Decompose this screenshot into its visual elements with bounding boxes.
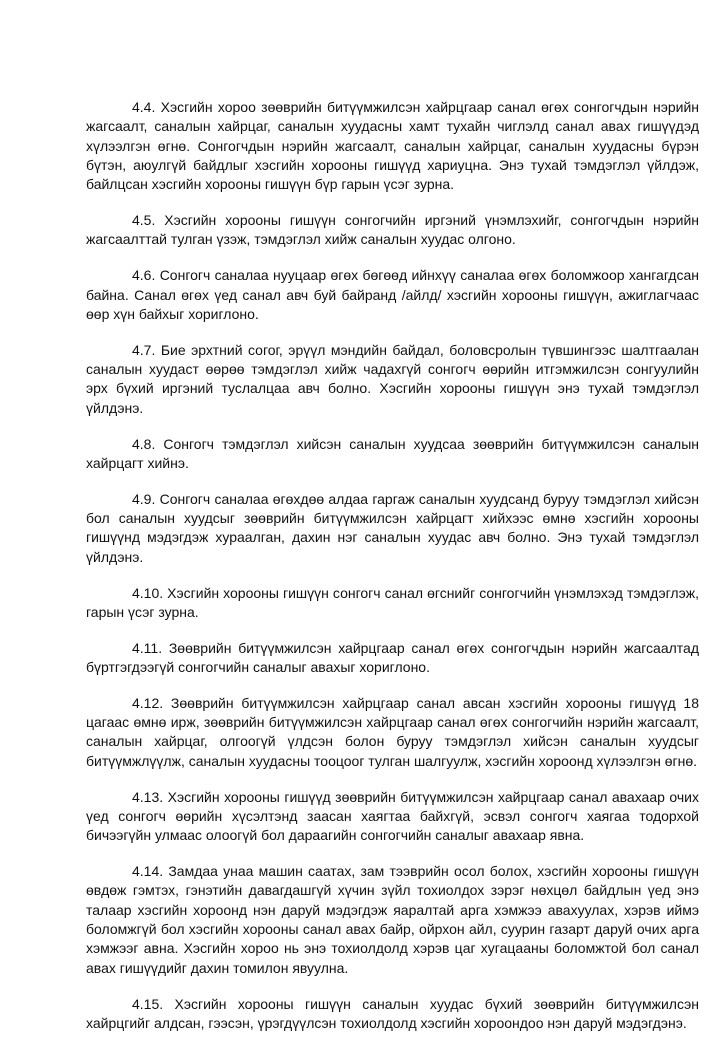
paragraph-4-15: 4.15. Хэсгийн хорооны гишүүн саналын хуудас бүхий зөөврийн битүүмжилсэн хайрцгийг алдсан, гээсэн, үрэгдүүлсэн тохиолдолд хэсгийн хороондоо нэн даруй мэдэгдэнэ. (86, 995, 699, 1031)
paragraph-4-14: 4.14. Замдаа унаа машин саатах, зам тээврийн осол болох, хэсгийн хорооны гишүүн өвдөж гэмтэх, гэнэтийн давагдашгүй хүчин зүйл тохиолдох зэрэг нөхцөл байдлын үед энэ талаар хэсгийн хороонд нэн даруй мэдэгдэж яаралтай арга хэмжээ авахуулах, хэрэв иймэ боломжгүй бол хэсгийн хорооны санал авах байр, ойрхон айл, суурин газарт даруй очих арга хэмжээг авна. Хэсгийн хороо нь энэ тохиолдолд хэрэв цаг хугацааны боломжтой бол санал авах гишүүдийг дахин томилон явуулна. (86, 863, 699, 976)
paragraph-4-4: 4.4. Хэсгийн хороо зөөврийн битүүмжилсэн хайрцгаар санал өгөх сонгогчдын нэрийн жагсаалт, саналын хайрцаг, саналын хуудасны хамт тухайн чиглэлд санал авах гишүүдэд хүлээлгэн өгнө. Сонгогчдын нэрийн жагсаалт, саналын хайрцаг, саналын хуудасны бүрэн бүтэн, аюулгүй байдлыг хэсгийн хорооны гишүүд хариуцна. Энэ тухай тэмдэглэл үйлдэж, байлцсан хэсгийн хорооны гишүүн бүр гарын үсэг зурна. (86, 99, 699, 193)
paragraph-4-9: 4.9. Сонгогч саналаа өгөхдөө алдаа гаргаж саналын хуудсанд буруу тэмдэглэл хийсэн бол саналын хуудсыг зөөврийн битүүмжилсэн хайрцагт хийхээс өмнө хэсгийн хорооны гишүүнд мэдэгдэж хураалган, дахин нэг саналын хуудас авч болно. Энэ тухай тэмдэглэл үйлдэнэ. (86, 490, 699, 565)
paragraph-4-8: 4.8. Сонгогч тэмдэглэл хийсэн саналын хуудсаа зөөврийн битүүмжилсэн саналын хайрцагт хийнэ. (86, 435, 699, 471)
document-page (86, 98, 699, 1050)
paragraph-4-10: 4.10. Хэсгийн хорооны гишүүн сонгогч санал өгснийг сонгогчийн үнэмлэхэд тэмдэглэж, гарын үсэг зурна. (86, 584, 699, 620)
paragraph-4-13: 4.13. Хэсгийн хорооны гишүүд зөөврийн битүүмжилсэн хайрцгаар санал авахаар очих үед сонгогч өөрийн хүсэлтэнд заасан хаягтаа байхгүй, эсвэл сонгогч хаягаа тодорхой бичээгүйн улмаас олоогүй бол дараагийн сонгогчийн саналыг авахаар явна. (86, 788, 699, 844)
paragraph-4-7: 4.7. Бие эрхтний согог, эрүүл мэндийн байдал, боловсролын түвшингээс шалтгаалан саналын хуудаст өөрөө тэмдэглэл хийж чадахгүй сонгогч өөрийн итгэмжилсэн сонгуулийн эрх бүхий иргэний туслалцаа авч болно. Хэсгийн хорооны гишүүн энэ тухай тэмдэглэл үйлдэнэ. (86, 341, 699, 416)
paragraph-4-11: 4.11. Зөөврийн битүүмжилсэн хайрцгаар санал өгөх сонгогчдын нэрийн жагсаалтад бүртгэгдээгүй сонгогчийн саналыг авахыг хориглоно. (86, 639, 699, 675)
paragraph-4-5: 4.5. Хэсгийн хорооны гишүүн сонгогчийн иргэний үнэмлэхийг, сонгогчдын нэрийн жагсаалттай тулган үзэж, тэмдэглэл хийж саналын хуудас олгоно. (86, 212, 699, 248)
paragraph-4-12: 4.12. Зөөврийн битүүмжилсэн хайрцгаар санал авсан хэсгийн хорооны гишүүд 18 цагаас өмнө ирж, зөөврийн битүүмжилсэн хайрцгаар санал өгөх сонгогчийн нэрийн жагсаалт, саналын хайрцаг, олгоогүй үлдсэн болон буруу тэмдэглэл хийсэн саналын хуудсыг битүүмжлүүлж, саналын хуудасны тооцоог тулган шалгуулж, хэсгийн хороонд хүлээлгэн өгнө. (86, 694, 699, 769)
paragraph-4-6: 4.6. Сонгогч саналаа нууцаар өгөх бөгөөд ийнхүү саналаа өгөх боломжоор хангагдсан байна. Санал өгөх үед санал авч буй байранд /айлд/ хэсгийн хорооны гишүүн, ажиглагчаас өөр хүн байхыг хориглоно. (86, 267, 699, 322)
